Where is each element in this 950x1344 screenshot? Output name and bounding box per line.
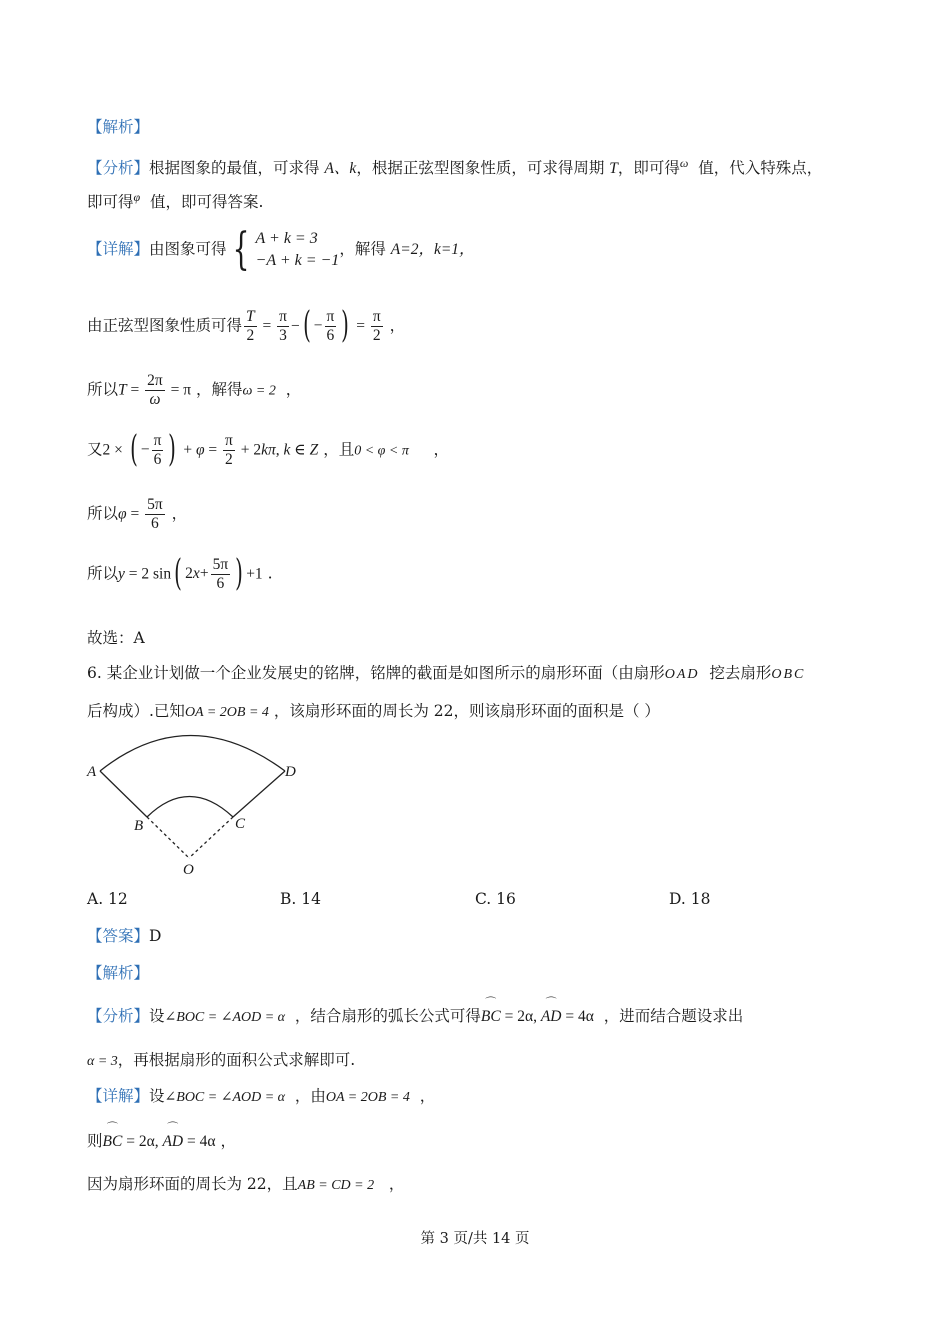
q5-analysis-line2: 即可得$^\varphi$ 值，即可得答案. — [87, 190, 264, 211]
q5-conclusion: 故选：A — [87, 629, 145, 647]
jiexi-tag: 【解析】 — [87, 118, 150, 136]
q6-fenxi-tag: 【分析】 — [87, 1007, 150, 1025]
q6-analysis-line2: α = 3，再根据扇形的面积公式求解即可. — [87, 1051, 356, 1069]
label-c: C — [235, 816, 246, 832]
label-a: A — [87, 764, 97, 780]
option-b[interactable]: B. 14 — [280, 890, 321, 908]
q5-detail-line6: 所以y = 2 sin ( 2 x + $\frac{5\pi}{6}$ ) +1 . — [87, 553, 273, 595]
q6-jiexi-tag: 【解析】 — [87, 964, 150, 982]
equation-system: { A + k = 3 −A + k = −1 — [232, 224, 340, 275]
arc-bc: ⌒ BC — [481, 1008, 501, 1027]
daan-tag: 【答案】 — [87, 927, 150, 945]
fenxi-tag: 【分析】 — [87, 159, 150, 177]
q5-detail-line4: 又2 × ( − $\frac{\pi}{6}$ ) + φ = $\frac{\pi}{2}$ + 2kπ, k ∈ Z ，且0 < φ < π ， — [87, 429, 450, 471]
q6-stem-line2: 后构成）.已知OA = 2OB = 4 ，该扇形环面的周长为 22，则该扇形环面的面积是（ ） — [87, 702, 660, 720]
xiangjie-tag: 【详解】 — [87, 240, 150, 258]
phi-symbol: φ — [133, 190, 141, 204]
label-o: O — [183, 862, 194, 878]
page-footer: 第 3 页/共 14 页 — [420, 1231, 530, 1247]
option-a[interactable]: A. 12 — [87, 890, 128, 908]
q6-detail-line1: 【详解】设∠BOC = ∠AOD = α ，由OA = 2OB = 4 ， — [87, 1087, 436, 1105]
q5-analysis-line1: 【分析】根据图象的最值，可求得 A、k，根据正弦型图象性质，可求得周期 T，即可得$^\omega$ 值，代入特殊点， — [87, 156, 823, 177]
dashed-oc — [189, 817, 233, 858]
omega-symbol: ω — [679, 156, 689, 170]
q6-xiangjie-tag: 【详解】 — [87, 1087, 150, 1105]
q6-detail-line3: 因为扇形环面的周长为 22，且AB = CD = 2 ， — [87, 1175, 405, 1193]
q5-detail-line3: 所以T = $\frac{2\pi}{\omega}$ = π ，解得ω = 2 ， — [87, 372, 302, 408]
dashed-ob — [147, 817, 189, 858]
q6-detail-line2: 则⌒ BC = 2α, ⌒ AD = 4α ， — [87, 1132, 236, 1152]
arc-bc-2: ⌒ BC — [103, 1133, 123, 1152]
inner-arc-bc — [147, 797, 233, 818]
arc-ad: ⌒ AD — [541, 1008, 562, 1027]
q5-detail-line1: 【详解】由图象可得 { A + k = 3 −A + k = −1 ，解得 A=2，k=1， — [87, 224, 475, 275]
option-c[interactable]: C. 16 — [475, 890, 516, 908]
option-d[interactable]: D. 18 — [669, 890, 711, 908]
q6-answer: 【答案】D — [87, 927, 162, 945]
q5-detail-line5: 所以φ = $\frac{5\pi}{6}$ ， — [87, 496, 188, 532]
annular-sector-figure — [85, 726, 315, 882]
q5-detail-line2: 由正弦型图象性质可得 $\frac{T}{2}$ = $\frac{\pi}{3}$ − ( − $\frac{\pi}{6}$ ) = $\frac{\pi}{2}$ ， — [87, 305, 406, 347]
arc-ad-2: ⌒ AD — [162, 1133, 183, 1152]
label-d: D — [285, 764, 296, 780]
q6-analysis-line1: 【分析】设∠BOC = ∠AOD = α ，结合扇形的弧长公式可得⌒ BC = 2α, ⌒ AD = 4α ，进而结合题设求出 — [87, 1007, 743, 1027]
label-b: B — [134, 818, 144, 834]
segment-ab — [100, 771, 147, 817]
q6-stem-line1: 6. 某企业计划做一个企业发展史的铭牌，铭牌的截面是如图所示的扇形环面（由扇形OAD 挖去扇形OBC — [87, 664, 806, 682]
outer-arc-ad — [100, 736, 285, 772]
segment-dc — [233, 771, 285, 817]
